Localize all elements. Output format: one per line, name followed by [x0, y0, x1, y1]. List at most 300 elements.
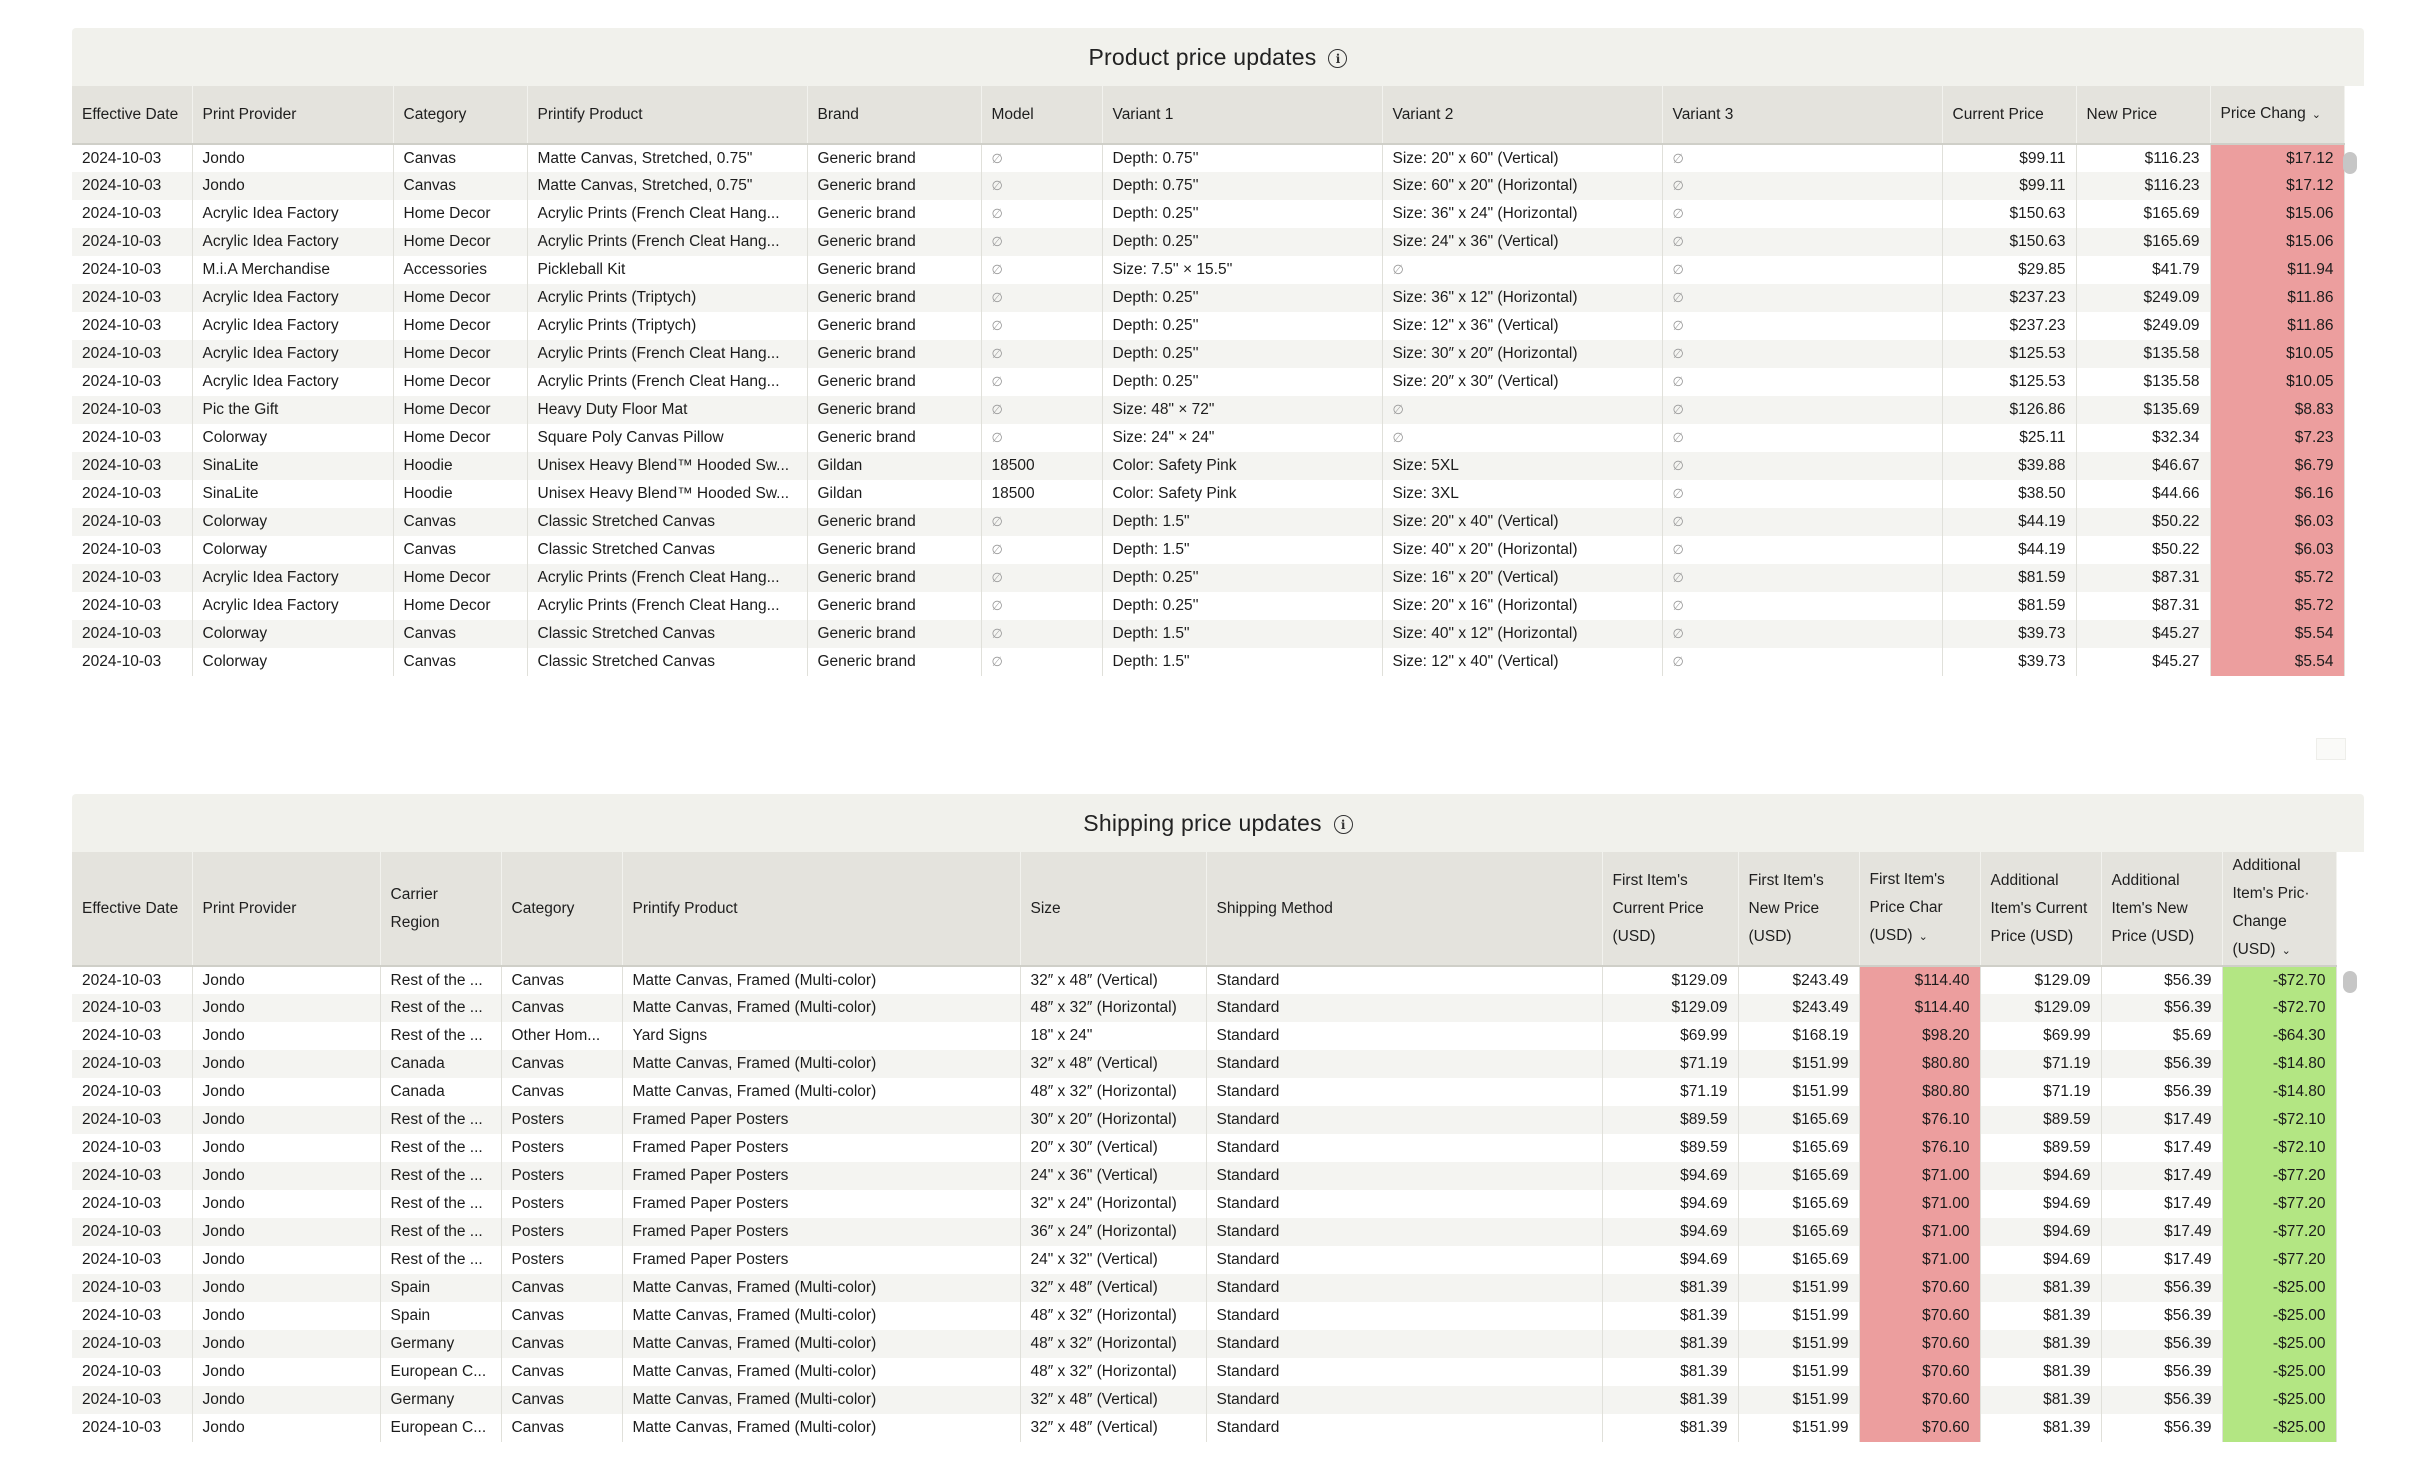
table-row[interactable] [72, 396, 2344, 424]
table-cell[interactable]: $25.11 [1942, 424, 2076, 452]
table-row[interactable] [72, 424, 2344, 452]
table-cell[interactable]: Home Decor [393, 396, 527, 424]
table-cell[interactable]: Acrylic Idea Factory [192, 340, 393, 368]
table-cell[interactable]: $39.73 [1942, 620, 2076, 648]
table-cell[interactable]: Generic brand [807, 536, 981, 564]
table-cell[interactable]: $71.00 [1859, 1246, 1980, 1274]
table-cell[interactable]: $69.99 [1602, 1022, 1738, 1050]
table-cell[interactable]: Canvas [501, 994, 622, 1022]
table-cell[interactable]: Matte Canvas, Framed (Multi-color) [622, 1274, 1020, 1302]
table-cell[interactable]: $11.94 [2210, 256, 2344, 284]
table-cell[interactable]: -$72.70 [2222, 994, 2336, 1022]
table-cell[interactable]: $129.09 [1602, 994, 1738, 1022]
table-cell[interactable]: Acrylic Idea Factory [192, 228, 393, 256]
table-cell[interactable]: Size: 3XL [1382, 480, 1662, 508]
table-row[interactable] [72, 994, 2336, 1022]
table-cell[interactable]: Jondo [192, 1302, 380, 1330]
table-cell[interactable]: Pic the Gift [192, 396, 393, 424]
column-header[interactable]: Effective Date [72, 86, 192, 144]
table-cell[interactable]: Generic brand [807, 256, 981, 284]
table-cell[interactable]: $17.49 [2101, 1106, 2222, 1134]
table-cell[interactable]: $70.60 [1859, 1330, 1980, 1358]
table-cell[interactable]: $69.99 [1980, 1022, 2101, 1050]
column-header-sorted[interactable] [2210, 86, 2344, 144]
table-cell[interactable]: ∅ [1382, 424, 1662, 452]
table-cell[interactable]: Rest of the ... [380, 1106, 501, 1134]
table-cell[interactable]: Matte Canvas, Stretched, 0.75" [527, 144, 807, 172]
table-cell[interactable]: Jondo [192, 1022, 380, 1050]
table-cell[interactable]: Canvas [393, 508, 527, 536]
table-cell[interactable]: $116.23 [2076, 172, 2210, 200]
table-cell[interactable]: Framed Paper Posters [622, 1190, 1020, 1218]
table-cell[interactable]: Posters [501, 1246, 622, 1274]
table-cell[interactable]: ∅ [1662, 564, 1942, 592]
table-cell[interactable]: $150.63 [1942, 200, 2076, 228]
table-cell[interactable]: Jondo [192, 1274, 380, 1302]
table-cell[interactable]: 2024-10-03 [72, 1274, 192, 1302]
table-cell[interactable]: $5.72 [2210, 592, 2344, 620]
table-cell[interactable]: Standard [1206, 1358, 1602, 1386]
table-cell[interactable]: Square Poly Canvas Pillow [527, 424, 807, 452]
table-cell[interactable]: $165.69 [1738, 1218, 1859, 1246]
sort-desc-icon[interactable]: ⌄ [1918, 931, 1928, 943]
table-cell[interactable]: ∅ [1662, 172, 1942, 200]
table-cell[interactable]: $11.86 [2210, 312, 2344, 340]
table-cell[interactable]: Jondo [192, 1134, 380, 1162]
table-cell[interactable]: ∅ [981, 200, 1102, 228]
table-cell[interactable]: ∅ [981, 284, 1102, 312]
table-cell[interactable]: 48″ x 32″ (Horizontal) [1020, 1302, 1206, 1330]
column-header[interactable]: Printify Product [527, 86, 807, 144]
table-cell[interactable]: ∅ [981, 340, 1102, 368]
table-cell[interactable]: $46.67 [2076, 452, 2210, 480]
table-row[interactable] [72, 536, 2344, 564]
table-cell[interactable]: ∅ [981, 592, 1102, 620]
table-cell[interactable]: ∅ [1662, 452, 1942, 480]
table-cell[interactable]: Acrylic Prints (French Cleat Hang... [527, 340, 807, 368]
table-cell[interactable]: 32″ x 48″ (Vertical) [1020, 1274, 1206, 1302]
table-cell[interactable]: Spain [380, 1274, 501, 1302]
table-cell[interactable]: Generic brand [807, 312, 981, 340]
table-cell[interactable]: -$25.00 [2222, 1302, 2336, 1330]
table-cell[interactable]: ∅ [1662, 480, 1942, 508]
table-cell[interactable]: $45.27 [2076, 620, 2210, 648]
table-cell[interactable]: Colorway [192, 424, 393, 452]
panel-resize-handle[interactable] [2316, 738, 2346, 760]
table-cell[interactable]: Rest of the ... [380, 1190, 501, 1218]
table-cell[interactable]: Acrylic Prints (Triptych) [527, 312, 807, 340]
table-cell[interactable]: ∅ [981, 368, 1102, 396]
table-row[interactable] [72, 368, 2344, 396]
table-cell[interactable]: 2024-10-03 [72, 284, 192, 312]
table-cell[interactable]: $17.12 [2210, 172, 2344, 200]
table-cell[interactable]: Posters [501, 1190, 622, 1218]
table-cell[interactable]: $56.39 [2101, 1078, 2222, 1106]
table-cell[interactable]: $44.66 [2076, 480, 2210, 508]
table-cell[interactable]: $70.60 [1859, 1274, 1980, 1302]
table-cell[interactable]: Size: 20" x 60" (Vertical) [1382, 144, 1662, 172]
table-cell[interactable]: $56.39 [2101, 966, 2222, 994]
table-cell[interactable]: Jondo [192, 1386, 380, 1414]
table-cell[interactable]: $81.39 [1980, 1386, 2101, 1414]
table-row[interactable] [72, 1134, 2336, 1162]
table-cell[interactable]: Acrylic Idea Factory [192, 564, 393, 592]
table-cell[interactable]: Generic brand [807, 648, 981, 676]
table-cell[interactable]: Standard [1206, 1414, 1602, 1442]
table-cell[interactable]: $99.11 [1942, 144, 2076, 172]
table-cell[interactable]: $6.79 [2210, 452, 2344, 480]
table-cell[interactable]: Depth: 0.25'' [1102, 228, 1382, 256]
column-header[interactable]: Printify Product [622, 852, 1020, 966]
table-cell[interactable]: Depth: 0.25'' [1102, 368, 1382, 396]
column-header[interactable]: New Price [2076, 86, 2210, 144]
table-row[interactable] [72, 1022, 2336, 1050]
table-cell[interactable]: Canvas [393, 648, 527, 676]
table-cell[interactable]: $56.39 [2101, 1302, 2222, 1330]
table-cell[interactable]: 2024-10-03 [72, 1022, 192, 1050]
table-cell[interactable]: $44.19 [1942, 508, 2076, 536]
table-cell[interactable]: Jondo [192, 1162, 380, 1190]
table-cell[interactable]: $94.69 [1602, 1218, 1738, 1246]
table-row[interactable] [72, 284, 2344, 312]
column-header[interactable]: Category [501, 852, 622, 966]
table-cell[interactable]: Generic brand [807, 144, 981, 172]
table-cell[interactable]: 24" x 36" (Vertical) [1020, 1162, 1206, 1190]
table-cell[interactable]: Classic Stretched Canvas [527, 620, 807, 648]
table-cell[interactable]: Jondo [192, 1218, 380, 1246]
table-cell[interactable]: $98.20 [1859, 1022, 1980, 1050]
table-cell[interactable]: Framed Paper Posters [622, 1218, 1020, 1246]
table-cell[interactable]: $81.39 [1980, 1330, 2101, 1358]
table-cell[interactable]: 2024-10-03 [72, 144, 192, 172]
table-row[interactable] [72, 1358, 2336, 1386]
table-cell[interactable]: -$77.20 [2222, 1218, 2336, 1246]
table-cell[interactable]: 32" x 24" (Horizontal) [1020, 1190, 1206, 1218]
table-cell[interactable]: Generic brand [807, 424, 981, 452]
column-header[interactable]: Size [1020, 852, 1206, 966]
table-row[interactable] [72, 1386, 2336, 1414]
table-cell[interactable]: ∅ [1662, 200, 1942, 228]
table-cell[interactable]: $56.39 [2101, 1330, 2222, 1358]
table-cell[interactable]: Matte Canvas, Framed (Multi-color) [622, 966, 1020, 994]
table-cell[interactable]: European C... [380, 1358, 501, 1386]
table-cell[interactable]: Depth: 0.25'' [1102, 592, 1382, 620]
table-cell[interactable]: Generic brand [807, 508, 981, 536]
table-row[interactable] [72, 1414, 2336, 1442]
info-icon[interactable]: i [1328, 49, 1347, 68]
table-cell[interactable]: Size: 24" x 36" (Vertical) [1382, 228, 1662, 256]
column-header[interactable]: Shipping Method [1206, 852, 1602, 966]
table-cell[interactable]: $70.60 [1859, 1386, 1980, 1414]
table-cell[interactable]: Home Decor [393, 592, 527, 620]
table-cell[interactable]: $71.19 [1980, 1078, 2101, 1106]
table-cell[interactable]: 2024-10-03 [72, 1414, 192, 1442]
table-cell[interactable]: $15.06 [2210, 228, 2344, 256]
table-cell[interactable]: ∅ [1662, 424, 1942, 452]
table-cell[interactable]: $94.69 [1980, 1246, 2101, 1274]
table-cell[interactable]: $151.99 [1738, 1302, 1859, 1330]
table-cell[interactable]: $129.09 [1602, 966, 1738, 994]
table-cell[interactable]: -$25.00 [2222, 1414, 2336, 1442]
table-cell[interactable]: $81.39 [1980, 1274, 2101, 1302]
table-cell[interactable]: $17.12 [2210, 144, 2344, 172]
table-row[interactable] [72, 480, 2344, 508]
column-header[interactable]: Carrier Region [380, 852, 501, 966]
table-cell[interactable]: Size: 5XL [1382, 452, 1662, 480]
table-cell[interactable]: $81.59 [1942, 592, 2076, 620]
table-cell[interactable]: 2024-10-03 [72, 1246, 192, 1274]
table-cell[interactable]: 2024-10-03 [72, 508, 192, 536]
table-cell[interactable]: Jondo [192, 1050, 380, 1078]
sort-desc-icon[interactable]: ⌄ [2281, 945, 2291, 957]
table-cell[interactable]: 2024-10-03 [72, 452, 192, 480]
table-cell[interactable]: ∅ [981, 620, 1102, 648]
table-cell[interactable]: Depth: 1.5" [1102, 508, 1382, 536]
table-cell[interactable]: $165.69 [1738, 1246, 1859, 1274]
table-cell[interactable]: $50.22 [2076, 508, 2210, 536]
table-cell[interactable]: Depth: 1.5" [1102, 620, 1382, 648]
table-cell[interactable]: Other Hom... [501, 1022, 622, 1050]
table-cell[interactable]: Framed Paper Posters [622, 1246, 1020, 1274]
table-cell[interactable]: Color: Safety Pink [1102, 452, 1382, 480]
table-cell[interactable]: $243.49 [1738, 966, 1859, 994]
table-cell[interactable]: $15.06 [2210, 200, 2344, 228]
table-cell[interactable]: -$14.80 [2222, 1078, 2336, 1106]
table-cell[interactable]: Gildan [807, 480, 981, 508]
column-header[interactable]: Brand [807, 86, 981, 144]
table-cell[interactable]: Depth: 0.25'' [1102, 312, 1382, 340]
table-cell[interactable]: $76.10 [1859, 1106, 1980, 1134]
table-cell[interactable]: $45.27 [2076, 648, 2210, 676]
table-cell[interactable]: ∅ [1662, 368, 1942, 396]
table-cell[interactable]: $81.39 [1980, 1358, 2101, 1386]
table-cell[interactable]: ∅ [1662, 620, 1942, 648]
column-header[interactable]: Print Provider [192, 852, 380, 966]
table-cell[interactable]: -$25.00 [2222, 1358, 2336, 1386]
table-cell[interactable]: 36″ x 24″ (Horizontal) [1020, 1218, 1206, 1246]
table-cell[interactable]: Standard [1206, 1218, 1602, 1246]
table-cell[interactable]: Gildan [807, 452, 981, 480]
table-cell[interactable]: Depth: 0.25'' [1102, 564, 1382, 592]
column-header[interactable]: Current Price [1942, 86, 2076, 144]
table-cell[interactable]: Depth: 0.25'' [1102, 284, 1382, 312]
table-cell[interactable]: $7.23 [2210, 424, 2344, 452]
table-cell[interactable]: Jondo [192, 994, 380, 1022]
table-cell[interactable]: 48″ x 32″ (Horizontal) [1020, 1358, 1206, 1386]
table-cell[interactable]: $41.79 [2076, 256, 2210, 284]
table-cell[interactable]: Jondo [192, 966, 380, 994]
table-cell[interactable]: Matte Canvas, Framed (Multi-color) [622, 1358, 1020, 1386]
table-cell[interactable]: $8.83 [2210, 396, 2344, 424]
table-cell[interactable]: 2024-10-03 [72, 1358, 192, 1386]
table-cell[interactable]: 2024-10-03 [72, 966, 192, 994]
table-cell[interactable]: ∅ [981, 648, 1102, 676]
table-cell[interactable]: $125.53 [1942, 368, 2076, 396]
table-cell[interactable]: $135.58 [2076, 340, 2210, 368]
table-cell[interactable]: 2024-10-03 [72, 1078, 192, 1106]
table-cell[interactable]: 48″ x 32″ (Horizontal) [1020, 994, 1206, 1022]
table-cell[interactable]: Classic Stretched Canvas [527, 536, 807, 564]
table-cell[interactable]: $80.80 [1859, 1078, 1980, 1106]
table-cell[interactable]: Size: 30″ x 20″ (Horizontal) [1382, 340, 1662, 368]
table-cell[interactable]: Size: 40" x 12" (Horizontal) [1382, 620, 1662, 648]
table-cell[interactable]: Standard [1206, 1134, 1602, 1162]
table-cell[interactable]: Jondo [192, 1330, 380, 1358]
table-cell[interactable]: Home Decor [393, 200, 527, 228]
column-header[interactable]: Print Provider [192, 86, 393, 144]
table-cell[interactable]: $151.99 [1738, 1414, 1859, 1442]
table-row[interactable] [72, 144, 2344, 172]
table-cell[interactable]: Size: 16" x 20" (Vertical) [1382, 564, 1662, 592]
table-cell[interactable]: 32″ x 48″ (Vertical) [1020, 1386, 1206, 1414]
table-cell[interactable]: Standard [1206, 1386, 1602, 1414]
table-cell[interactable]: 48″ x 32″ (Horizontal) [1020, 1078, 1206, 1106]
table-cell[interactable]: -$77.20 [2222, 1190, 2336, 1218]
table-cell[interactable]: Canvas [501, 1078, 622, 1106]
table-cell[interactable]: $5.54 [2210, 648, 2344, 676]
table-cell[interactable]: Colorway [192, 536, 393, 564]
table-cell[interactable]: 2024-10-03 [72, 1050, 192, 1078]
table-cell[interactable]: $81.39 [1980, 1302, 2101, 1330]
table-cell[interactable]: $165.69 [1738, 1190, 1859, 1218]
table-cell[interactable]: Standard [1206, 1106, 1602, 1134]
table-cell[interactable]: Germany [380, 1386, 501, 1414]
column-header[interactable]: Effective Date [72, 852, 192, 966]
table-cell[interactable]: $165.69 [1738, 1134, 1859, 1162]
table-cell[interactable]: Rest of the ... [380, 1246, 501, 1274]
table-cell[interactable]: Rest of the ... [380, 966, 501, 994]
table-row[interactable] [72, 592, 2344, 620]
table-cell[interactable]: Home Decor [393, 284, 527, 312]
table-cell[interactable]: $87.31 [2076, 592, 2210, 620]
table-cell[interactable]: Jondo [192, 144, 393, 172]
table-cell[interactable]: $56.39 [2101, 1274, 2222, 1302]
table-cell[interactable]: Rest of the ... [380, 1134, 501, 1162]
table-cell[interactable]: 2024-10-03 [72, 200, 192, 228]
table-cell[interactable]: Depth: 0.25'' [1102, 340, 1382, 368]
table-cell[interactable]: 2024-10-03 [72, 480, 192, 508]
table-cell[interactable]: $89.59 [1980, 1134, 2101, 1162]
table-cell[interactable]: 2024-10-03 [72, 1330, 192, 1358]
table-cell[interactable]: $237.23 [1942, 312, 2076, 340]
table-cell[interactable]: 2024-10-03 [72, 1302, 192, 1330]
table-cell[interactable]: $71.19 [1602, 1050, 1738, 1078]
table-cell[interactable]: $151.99 [1738, 1358, 1859, 1386]
table-cell[interactable]: $114.40 [1859, 994, 1980, 1022]
table-cell[interactable]: $5.54 [2210, 620, 2344, 648]
table-cell[interactable]: Acrylic Prints (French Cleat Hang... [527, 200, 807, 228]
table-cell[interactable]: $87.31 [2076, 564, 2210, 592]
table-cell[interactable]: Standard [1206, 1162, 1602, 1190]
table-cell[interactable]: $126.86 [1942, 396, 2076, 424]
table-cell[interactable]: 2024-10-03 [72, 228, 192, 256]
table-cell[interactable]: Acrylic Prints (French Cleat Hang... [527, 368, 807, 396]
table-cell[interactable]: Size: 36" x 12" (Horizontal) [1382, 284, 1662, 312]
table-cell[interactable]: ∅ [1662, 144, 1942, 172]
table-cell[interactable]: ∅ [1662, 340, 1942, 368]
table-cell[interactable]: 18500 [981, 480, 1102, 508]
table-cell[interactable]: ∅ [1662, 508, 1942, 536]
table-cell[interactable]: Acrylic Idea Factory [192, 284, 393, 312]
table-cell[interactable]: -$77.20 [2222, 1162, 2336, 1190]
table-row[interactable] [72, 966, 2336, 994]
column-header-sorted[interactable] [1859, 852, 1980, 966]
column-header[interactable]: Variant 1 [1102, 86, 1382, 144]
table-cell[interactable]: ∅ [1662, 228, 1942, 256]
table-cell[interactable]: $151.99 [1738, 1078, 1859, 1106]
table-cell[interactable]: Acrylic Idea Factory [192, 368, 393, 396]
table-cell[interactable]: $71.00 [1859, 1218, 1980, 1246]
table-cell[interactable]: Standard [1206, 1330, 1602, 1358]
table-cell[interactable]: $80.80 [1859, 1050, 1980, 1078]
table-cell[interactable]: Generic brand [807, 592, 981, 620]
table-cell[interactable]: $94.69 [1980, 1190, 2101, 1218]
column-header-sorted[interactable] [2222, 852, 2336, 966]
table-cell[interactable]: ∅ [1662, 648, 1942, 676]
table-cell[interactable]: $114.40 [1859, 966, 1980, 994]
table-cell[interactable]: ∅ [1662, 256, 1942, 284]
table-cell[interactable]: Matte Canvas, Framed (Multi-color) [622, 994, 1020, 1022]
sort-desc-icon[interactable]: ⌄ [2311, 109, 2322, 121]
table-cell[interactable]: Pickleball Kit [527, 256, 807, 284]
column-header[interactable]: Additional Item's Current Price (USD) [1980, 852, 2101, 966]
table-cell[interactable]: Size: 60" x 20" (Horizontal) [1382, 172, 1662, 200]
table-cell[interactable]: 32″ x 48″ (Vertical) [1020, 1050, 1206, 1078]
table-cell[interactable]: $151.99 [1738, 1274, 1859, 1302]
table-cell[interactable]: $76.10 [1859, 1134, 1980, 1162]
table-row[interactable] [72, 312, 2344, 340]
table-row[interactable] [72, 1050, 2336, 1078]
column-header[interactable]: Additional Item's New Price (USD) [2101, 852, 2222, 966]
table-cell[interactable]: $71.00 [1859, 1190, 1980, 1218]
table-cell[interactable]: $81.39 [1602, 1386, 1738, 1414]
table-cell[interactable]: -$25.00 [2222, 1330, 2336, 1358]
table-cell[interactable]: $116.23 [2076, 144, 2210, 172]
table-cell[interactable]: 32″ x 48″ (Vertical) [1020, 1414, 1206, 1442]
table-cell[interactable]: Classic Stretched Canvas [527, 508, 807, 536]
table-cell[interactable]: Acrylic Idea Factory [192, 312, 393, 340]
table-row[interactable] [72, 452, 2344, 480]
table-cell[interactable]: $81.39 [1602, 1274, 1738, 1302]
table-cell[interactable]: Jondo [192, 1106, 380, 1134]
table-cell[interactable]: Unisex Heavy Blend™ Hooded Sw... [527, 480, 807, 508]
table-cell[interactable]: Depth: 0.25'' [1102, 200, 1382, 228]
table-cell[interactable]: 30″ x 20″ (Horizontal) [1020, 1106, 1206, 1134]
table-cell[interactable]: Posters [501, 1106, 622, 1134]
table-cell[interactable]: Generic brand [807, 368, 981, 396]
table-row[interactable] [72, 172, 2344, 200]
table-cell[interactable]: $5.69 [2101, 1022, 2222, 1050]
table-cell[interactable]: Posters [501, 1218, 622, 1246]
table-cell[interactable]: Size: 36" x 24" (Horizontal) [1382, 200, 1662, 228]
table-cell[interactable]: Standard [1206, 1190, 1602, 1218]
table-cell[interactable]: $135.58 [2076, 368, 2210, 396]
table-cell[interactable]: ∅ [981, 172, 1102, 200]
table-cell[interactable]: $71.19 [1980, 1050, 2101, 1078]
table-cell[interactable]: Size: 40" x 20" (Horizontal) [1382, 536, 1662, 564]
table-cell[interactable]: Standard [1206, 1022, 1602, 1050]
table-cell[interactable]: Jondo [192, 1358, 380, 1386]
table-cell[interactable]: 2024-10-03 [72, 172, 192, 200]
table-row[interactable] [72, 1246, 2336, 1274]
table-row[interactable] [72, 200, 2344, 228]
table-cell[interactable]: $81.59 [1942, 564, 2076, 592]
table-row[interactable] [72, 508, 2344, 536]
table-cell[interactable]: $17.49 [2101, 1162, 2222, 1190]
table-cell[interactable]: 2024-10-03 [72, 1106, 192, 1134]
table-cell[interactable]: Matte Canvas, Framed (Multi-color) [622, 1050, 1020, 1078]
table-cell[interactable]: Canvas [501, 1302, 622, 1330]
